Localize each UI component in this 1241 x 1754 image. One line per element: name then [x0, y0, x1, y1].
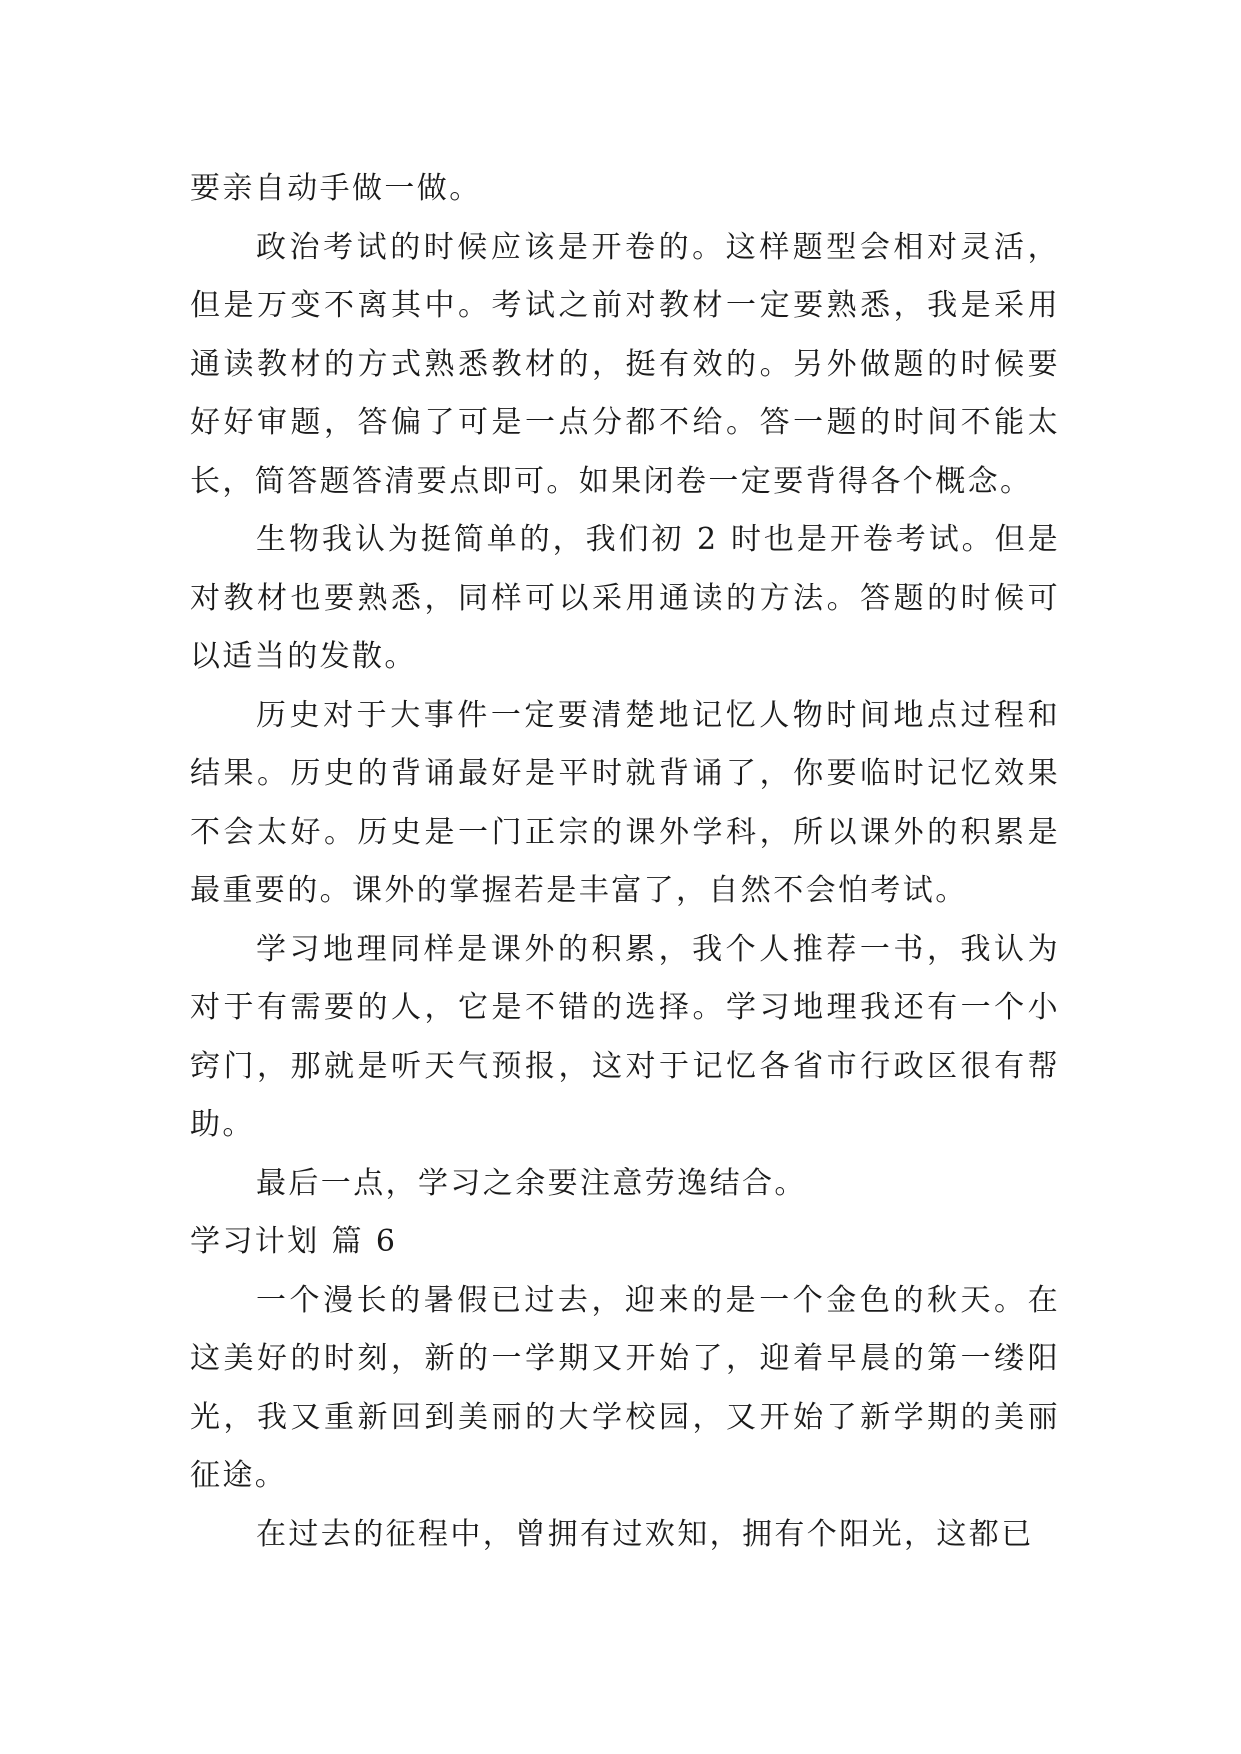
paragraph-semester-intro: 一个漫长的暑假已过去，迎来的是一个金色的秋天。在这美好的时刻，新的一学期又开始了，迎着早晨的第一缕阳光，我又重新回到美丽的大学校园，又开始了新学期的美丽征途。 — [190, 1282, 1060, 1493]
paragraph-history: 历史对于大事件一定要清楚地记忆人物时间地点过程和结果。历史的背诵最好是平时就背诵了，你要临时记忆效果不会太好。历史是一门正宗的课外学科，所以课外的积累是最重要的。课外的掌握若是丰富了，自然不会怕考试。 — [190, 697, 1060, 908]
paragraph-final-point: 最后一点，学习之余要注意劳逸结合。 — [256, 1165, 807, 1201]
paragraph-continued: 要亲自动手做一做。 — [190, 171, 482, 206]
paragraph-past-journey: 在过去的征程中，曾拥有过欢知，拥有个阳光，这都已 — [256, 1516, 1034, 1552]
paragraph-biology: 生物我认为挺简单的，我们初 2 时也是开卷考试。但是对教材也要熟悉，同样可以采用通读的方法。答题的时候可以适当的发散。 — [190, 522, 1060, 674]
document-body — [190, 160, 1060, 1564]
paragraph-politics: 政治考试的时候应该是开卷的。这样题型会相对灵活，但是万变不离其中。考试之前对教材一定要熟悉，我是采用通读教材的方式熟悉教材的，挺有效的。另外做题的时候要好好审题，答偏了可是一点分都不给。答一题的时间不能太长，简答题答清要点即可。如果闭卷一定要背得各个概念。 — [190, 229, 1060, 499]
section-heading: 学习计划 篇 6 — [190, 1224, 398, 1259]
paragraph-geography: 学习地理同样是课外的积累，我个人推荐一书，我认为对于有需要的人，它是不错的选择。学习地理我还有一个小窍门，那就是听天气预报，这对于记忆各省市行政区很有帮助。 — [190, 931, 1060, 1142]
